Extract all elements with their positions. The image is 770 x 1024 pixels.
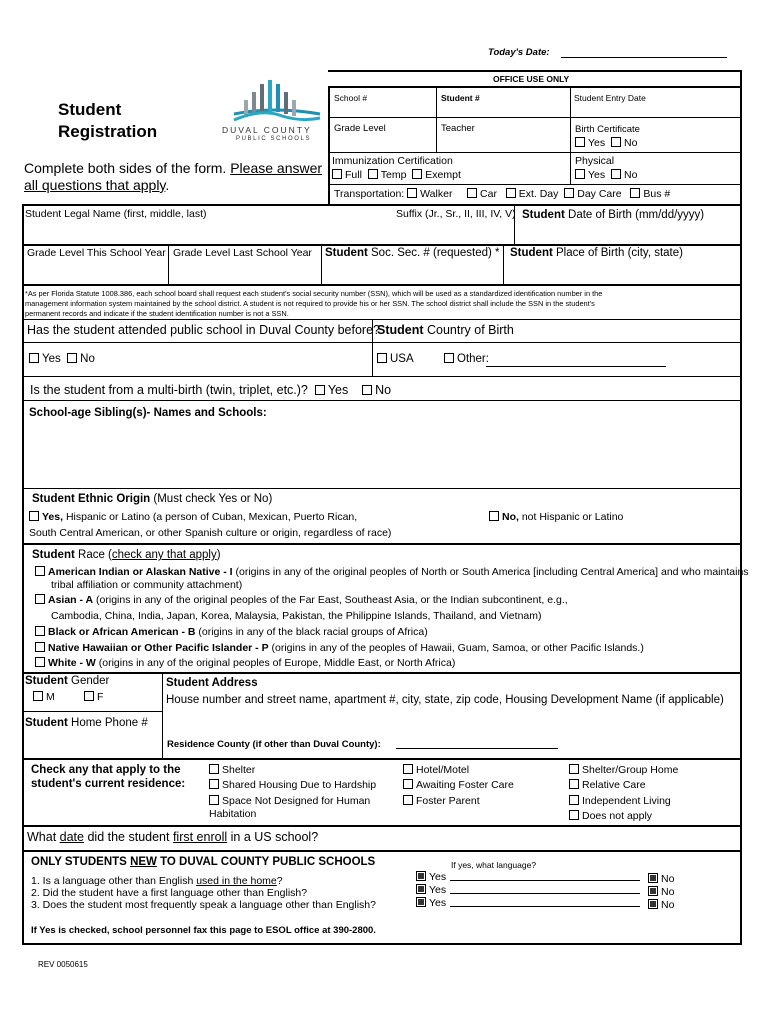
esol-q3: 3. Does the student most frequently speak a language other than English? <box>31 899 376 911</box>
ethnic-origin-label: Student Ethnic Origin (Must check Yes or No) <box>32 493 273 505</box>
residence-county-field[interactable] <box>396 739 558 749</box>
race-asian-line2: Cambodia, China, India, Japan, Korea, Malaysia, Pakistan, the Philippine Islands, Thailand, and Vietnam) <box>51 610 542 622</box>
race-asian: Asian - A (origins in any of the original peoples of the Far East, Southeast Asia, or the Indian subcontinent, e.g., <box>35 594 568 606</box>
residence-foster-checkbox[interactable] <box>403 795 413 805</box>
residence-shelter-checkbox[interactable] <box>209 764 219 774</box>
esol-q2-yes: Yes <box>416 884 446 896</box>
country-usa-checkbox[interactable] <box>377 353 387 363</box>
esol-q1-language-field[interactable] <box>450 871 640 881</box>
transport-walker-checkbox[interactable] <box>407 188 417 198</box>
instructions-line2: all questions that apply. <box>24 177 170 193</box>
residence-relative-checkbox[interactable] <box>569 779 579 789</box>
country-other-checkbox[interactable] <box>444 353 454 363</box>
esol-q2-language-field[interactable] <box>450 884 640 894</box>
residence-label-line2: student's current residence: <box>31 778 186 790</box>
if-yes-language-label: If yes, what language? <box>451 860 537 870</box>
legal-name-label: Student Legal Name (first, middle, last) <box>25 208 207 220</box>
esol-q2: 2. Did the student have a first language other than English? <box>31 887 308 899</box>
residence-awaiting-checkbox[interactable] <box>403 779 413 789</box>
ssn-label: Student Soc. Sec. # (requested) * <box>325 247 500 259</box>
siblings-field[interactable] <box>26 424 736 486</box>
attended-no-checkbox[interactable] <box>67 353 77 363</box>
grade-this-year-label: Grade Level This School Year <box>27 247 166 259</box>
multibirth-no-checkbox[interactable] <box>362 385 372 395</box>
esol-q1-no-checkbox[interactable] <box>648 873 658 883</box>
dob-label: Student Date of Birth (mm/dd/yyyy) <box>522 209 705 221</box>
instructions-line1: Complete both sides of the form. Please answer <box>24 160 323 176</box>
ethnic-no-option: No, not Hispanic or Latino <box>489 511 623 523</box>
country-usa-option: USA <box>377 353 414 365</box>
gender-label: Student Gender <box>25 675 110 687</box>
statute-line1: *As per Florida Statute 1008.386, each school board shall request each student's social security number (SSN), which will be used as a standardized identification number in the <box>25 289 603 298</box>
esol-q1-no: No <box>648 873 674 885</box>
residence-shelter-group: Shelter/Group Home <box>569 764 678 776</box>
race-american-indian-line2: tribal affiliation or community attachment) <box>51 579 243 591</box>
ethnic-yes-line2: South Central American, or other Spanish culture or origin, regardless of race) <box>29 527 392 539</box>
transport-ext-day-checkbox[interactable] <box>506 188 516 198</box>
address-label: Student Address <box>166 677 258 689</box>
race-native-hawaiian: Native Hawaiian or Other Pacific Islander - P (origins in any of the peoples of Hawaii, Guam, Samoa, or other Pacific Islands.) <box>35 642 644 654</box>
residence-shared-checkbox[interactable] <box>209 779 219 789</box>
gender-options: M F <box>33 691 103 703</box>
race-asian-checkbox[interactable] <box>35 594 45 604</box>
ethnic-no-checkbox[interactable] <box>489 511 499 521</box>
country-of-birth-label: Student Country of Birth <box>377 323 514 337</box>
statute-line2: management information system maintained by the school district. A student is not required to provide his or her SSN. The school district shall include the SSN in the student's <box>25 299 595 308</box>
physical-options: Yes No <box>575 169 637 181</box>
residence-awaiting: Awaiting Foster Care <box>403 779 514 791</box>
esol-q3-yes: Yes <box>416 897 446 909</box>
logo-name-line2: PUBLIC SCHOOLS <box>236 136 312 142</box>
statute-line3: permanent records and indicate if the student identification number is not a SSN. <box>25 309 289 318</box>
immunization-exempt-checkbox[interactable] <box>412 169 422 179</box>
place-of-birth-label: Student Place of Birth (city, state) <box>510 247 683 259</box>
transport-car-checkbox[interactable] <box>467 188 477 198</box>
address-hint: House number and street name, apartment #, city, state, zip code, Housing Development Name (if applicable) <box>166 694 724 706</box>
birth-cert-no-checkbox[interactable] <box>611 137 621 147</box>
physical-yes-checkbox[interactable] <box>575 169 585 179</box>
residence-space: Space Not Designed for Human <box>209 795 370 807</box>
physical-no-checkbox[interactable] <box>611 169 621 179</box>
race-white: White - W (origins in any of the original peoples of Europe, Middle East, or North Africa) <box>35 657 455 669</box>
student-number-label: Student # <box>441 93 480 103</box>
race-american-indian-checkbox[interactable] <box>35 566 45 576</box>
attended-yes-checkbox[interactable] <box>29 353 39 363</box>
siblings-label: School-age Sibling(s)- Names and Schools: <box>29 407 267 419</box>
multibirth-yes-checkbox[interactable] <box>315 385 325 395</box>
grade-last-year-label: Grade Level Last School Year <box>173 247 312 259</box>
residence-space-checkbox[interactable] <box>209 795 219 805</box>
multibirth-row: Is the student from a multi-birth (twin, triplet, etc.)? Yes No <box>30 383 392 397</box>
esol-q2-yes-checkbox[interactable] <box>416 884 426 894</box>
residence-not-apply-checkbox[interactable] <box>569 810 579 820</box>
race-white-checkbox[interactable] <box>35 657 45 667</box>
school-number-label: School # <box>334 93 368 103</box>
transport-day-care-checkbox[interactable] <box>564 188 574 198</box>
gender-m-checkbox[interactable] <box>33 691 43 701</box>
revision-label: REV 0050615 <box>38 960 88 969</box>
ethnic-yes-checkbox[interactable] <box>29 511 39 521</box>
gender-f-checkbox[interactable] <box>84 691 94 701</box>
transportation-row: Transportation: Walker Car Ext. Day Day Care Bus # <box>334 188 671 200</box>
esol-q2-no: No <box>648 886 674 898</box>
birth-certificate-label: Birth Certificate <box>575 124 640 135</box>
residence-independent: Independent Living <box>569 795 671 807</box>
birth-cert-yes-checkbox[interactable] <box>575 137 585 147</box>
residence-independent-checkbox[interactable] <box>569 795 579 805</box>
esol-q3-no: No <box>648 899 674 911</box>
ethnic-yes-option: Yes, Hispanic or Latino (a person of Cuban, Mexican, Puerto Rican, <box>29 511 357 523</box>
home-phone-label: Student Home Phone # <box>25 717 148 729</box>
race-black: Black or African American - B (origins in any of the black racial groups of Africa) <box>35 626 428 638</box>
district-logo <box>222 78 327 148</box>
birth-cert-options: Yes No <box>575 137 637 149</box>
immunization-options: Full Temp Exempt <box>332 169 461 181</box>
title-line1: Student <box>58 100 122 119</box>
todays-date-label: Today's Date: <box>488 47 550 58</box>
residence-label-line1: Check any that apply to the <box>31 764 181 776</box>
address-field[interactable] <box>166 710 736 732</box>
esol-q1-yes-checkbox[interactable] <box>416 871 426 881</box>
office-use-only-label: OFFICE USE ONLY <box>493 74 570 84</box>
suffix-label: Suffix (Jr., Sr., II, III, IV, V) <box>396 208 516 220</box>
esol-q1: 1. Is a language other than English used in the home? <box>31 875 283 887</box>
residence-shelter-group-checkbox[interactable] <box>569 764 579 774</box>
residence-shared: Shared Housing Due to Hardship <box>209 779 376 791</box>
race-native-hawaiian-checkbox[interactable] <box>35 642 45 652</box>
immunization-label: Immunization Certification <box>332 155 453 167</box>
esol-title: ONLY STUDENTS NEW TO DUVAL COUNTY PUBLIC SCHOOLS <box>31 856 376 868</box>
logo-name-line1: DUVAL COUNTY <box>222 125 312 135</box>
todays-date-field[interactable] <box>561 48 727 58</box>
race-label: Student Race (check any that apply) <box>32 549 221 561</box>
esol-q3-no-checkbox[interactable] <box>648 899 658 909</box>
residence-foster: Foster Parent <box>403 795 480 807</box>
attended-options: Yes No <box>29 353 95 365</box>
country-other-field[interactable] <box>486 357 666 367</box>
grade-level-office-label: Grade Level <box>334 123 386 134</box>
first-enroll-question: What date did the student first enroll in a US school? <box>27 830 319 844</box>
residence-hotel-checkbox[interactable] <box>403 764 413 774</box>
immunization-full-checkbox[interactable] <box>332 169 342 179</box>
esol-q2-no-checkbox[interactable] <box>648 886 658 896</box>
esol-q1-yes: Yes <box>416 871 446 883</box>
race-american-indian: American Indian or Alaskan Native - I (origins in any of the original peoples of North or South America [including Central America] and who maintains <box>35 566 749 578</box>
race-black-checkbox[interactable] <box>35 626 45 636</box>
title-line2: Registration <box>58 122 158 141</box>
teacher-label: Teacher <box>441 123 475 134</box>
esol-fax-note: If Yes is checked, school personnel fax this page to ESOL office at 390-2800. <box>31 925 376 936</box>
student-entry-date-label: Student Entry Date <box>574 93 646 103</box>
physical-label: Physical <box>575 155 615 167</box>
country-other-option: Other: <box>444 353 489 365</box>
residence-relative: Relative Care <box>569 779 646 791</box>
residence-shelter: Shelter <box>209 764 255 776</box>
attended-question: Has the student attended public school in Duval County before? <box>27 323 381 337</box>
logo-mark-icon <box>222 78 327 126</box>
immunization-temp-checkbox[interactable] <box>368 169 378 179</box>
residence-county-label: Residence County (if other than Duval County): <box>167 739 381 750</box>
esol-q3-yes-checkbox[interactable] <box>416 897 426 907</box>
residence-hotel: Hotel/Motel <box>403 764 469 776</box>
transport-bus-checkbox[interactable] <box>630 188 640 198</box>
residence-space-line2: Habitation <box>209 808 257 820</box>
residence-not-apply: Does not apply <box>569 810 652 822</box>
esol-q3-language-field[interactable] <box>450 897 640 907</box>
